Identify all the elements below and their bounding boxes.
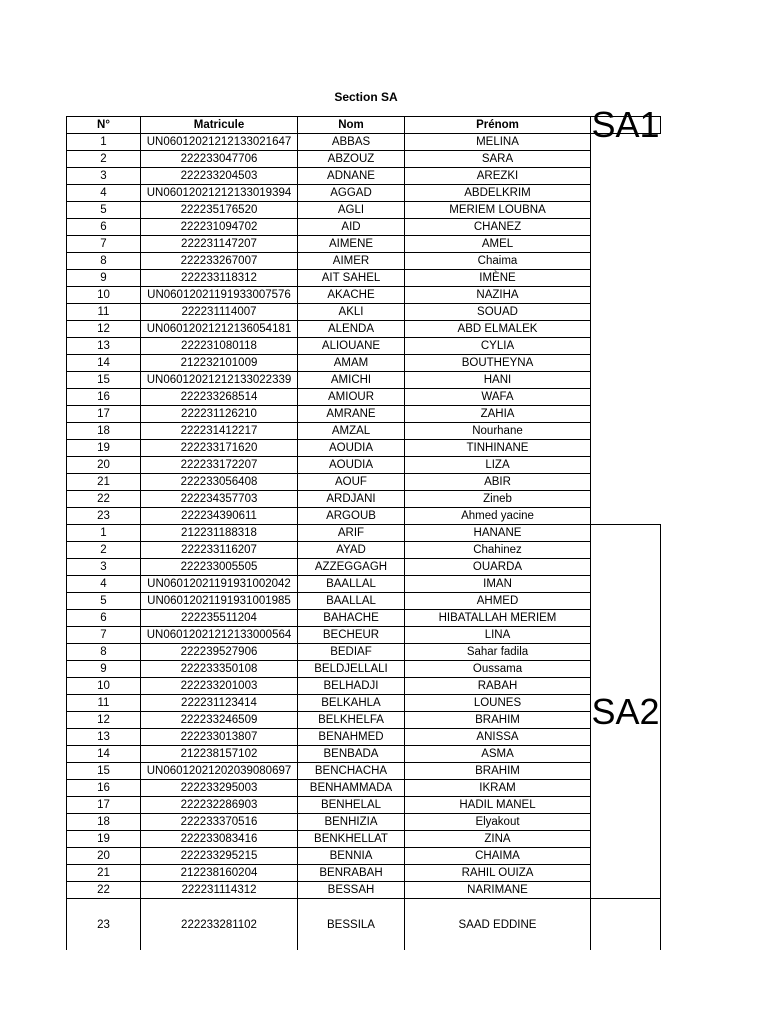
cell-prenom: MERIEM LOUBNA	[405, 202, 591, 219]
table-row	[67, 712, 661, 729]
cell-matricule: 222234357703	[141, 491, 298, 508]
cell-nom: ABBAS	[298, 134, 405, 151]
cell-prenom: HANI	[405, 372, 591, 389]
cell-prenom: WAFA	[405, 389, 591, 406]
header-matricule: Matricule	[141, 117, 298, 134]
table-row	[67, 644, 661, 661]
cell-prenom: NAZIHA	[405, 287, 591, 304]
cell-no: 17	[67, 797, 141, 814]
cell-matricule: 222231126210	[141, 406, 298, 423]
cell-no: 8	[67, 644, 141, 661]
cell-nom: BENAHMED	[298, 729, 405, 746]
cell-nom: AMZAL	[298, 423, 405, 440]
cell-matricule: 222233370516	[141, 814, 298, 831]
cell-nom: AZZEGGAGH	[298, 559, 405, 576]
cell-matricule: 222233246509	[141, 712, 298, 729]
cell-prenom: Chaima	[405, 253, 591, 270]
cell-nom: BENKHELLAT	[298, 831, 405, 848]
cell-no: 12	[67, 321, 141, 338]
header-nom: Nom	[298, 117, 405, 134]
cell-no: 20	[67, 457, 141, 474]
table-row	[67, 355, 661, 372]
table-row	[67, 525, 661, 542]
cell-prenom: AMEL	[405, 236, 591, 253]
cell-prenom: CHAIMA	[405, 848, 591, 865]
cell-nom: AIT SAHEL	[298, 270, 405, 287]
cell-matricule: 222234390611	[141, 508, 298, 525]
cell-no: 12	[67, 712, 141, 729]
cell-matricule: UN06012021212133021647	[141, 134, 298, 151]
cell-prenom: RABAH	[405, 678, 591, 695]
table-row	[67, 780, 661, 797]
cell-no: 23	[67, 899, 141, 951]
table-row	[67, 542, 661, 559]
cell-no: 21	[67, 474, 141, 491]
cell-matricule: UN06012021191931002042	[141, 576, 298, 593]
cell-nom: BELKAHLA	[298, 695, 405, 712]
cell-matricule: 222233171620	[141, 440, 298, 457]
cell-prenom: BOUTHEYNA	[405, 355, 591, 372]
cell-no: 15	[67, 763, 141, 780]
table-row	[67, 338, 661, 355]
header-no: N°	[67, 117, 141, 134]
cell-prenom: ASMA	[405, 746, 591, 763]
cell-matricule: 212238160204	[141, 865, 298, 882]
cell-matricule: 222232286903	[141, 797, 298, 814]
group-label-empty	[591, 899, 661, 951]
cell-matricule: 212238157102	[141, 746, 298, 763]
cell-matricule: 222233201003	[141, 678, 298, 695]
table-row	[67, 576, 661, 593]
cell-no: 21	[67, 865, 141, 882]
cell-nom: BENHAMMADA	[298, 780, 405, 797]
cell-matricule: 222231114007	[141, 304, 298, 321]
cell-prenom: ZAHIA	[405, 406, 591, 423]
cell-matricule: 222233350108	[141, 661, 298, 678]
cell-nom: ARIF	[298, 525, 405, 542]
cell-nom: BEDIAF	[298, 644, 405, 661]
cell-matricule: 222231147207	[141, 236, 298, 253]
cell-nom: AID	[298, 219, 405, 236]
cell-matricule: 222233281102	[141, 899, 298, 951]
cell-prenom: RAHIL OUIZA	[405, 865, 591, 882]
cell-nom: ALIOUANE	[298, 338, 405, 355]
cell-matricule: 212232101009	[141, 355, 298, 372]
cell-prenom: Ahmed yacine	[405, 508, 591, 525]
cell-prenom: SAAD EDDINE	[405, 899, 591, 951]
table-row	[67, 746, 661, 763]
table-row	[67, 202, 661, 219]
cell-prenom: HADIL MANEL	[405, 797, 591, 814]
cell-prenom: BRAHIM	[405, 712, 591, 729]
table-row	[67, 474, 661, 491]
cell-prenom: HANANE	[405, 525, 591, 542]
cell-matricule: 222233172207	[141, 457, 298, 474]
cell-nom: BENCHACHA	[298, 763, 405, 780]
table-row	[67, 797, 661, 814]
cell-matricule: 222233295215	[141, 848, 298, 865]
cell-no: 20	[67, 848, 141, 865]
cell-no: 4	[67, 185, 141, 202]
cell-nom: ABZOUZ	[298, 151, 405, 168]
cell-matricule: 222231114312	[141, 882, 298, 899]
cell-prenom: CYLIA	[405, 338, 591, 355]
cell-prenom: AREZKI	[405, 168, 591, 185]
table-row	[67, 389, 661, 406]
cell-nom: BENRABAH	[298, 865, 405, 882]
table-row	[67, 831, 661, 848]
cell-prenom: BRAHIM	[405, 763, 591, 780]
cell-matricule: UN06012021191931001985	[141, 593, 298, 610]
cell-prenom: NARIMANE	[405, 882, 591, 899]
cell-matricule: 222233005505	[141, 559, 298, 576]
student-table	[66, 104, 661, 950]
cell-nom: BENHELAL	[298, 797, 405, 814]
cell-nom: BAALLAL	[298, 576, 405, 593]
cell-nom: AMICHI	[298, 372, 405, 389]
cell-no: 5	[67, 593, 141, 610]
table-row	[67, 627, 661, 644]
cell-matricule: 222231080118	[141, 338, 298, 355]
table-row	[67, 219, 661, 236]
cell-nom: ARDJANI	[298, 491, 405, 508]
cell-no: 4	[67, 576, 141, 593]
cell-prenom: Elyakout	[405, 814, 591, 831]
cell-no: 19	[67, 440, 141, 457]
cell-matricule: 222233204503	[141, 168, 298, 185]
table-row	[67, 406, 661, 423]
table-row	[67, 814, 661, 831]
cell-matricule: 222233083416	[141, 831, 298, 848]
cell-matricule: 222233268514	[141, 389, 298, 406]
table-row	[67, 508, 661, 525]
cell-matricule: UN06012021212133019394	[141, 185, 298, 202]
cell-no: 18	[67, 814, 141, 831]
cell-nom: AKACHE	[298, 287, 405, 304]
table-row	[67, 457, 661, 474]
table-header-row	[67, 117, 661, 134]
cell-matricule: 222233295003	[141, 780, 298, 797]
cell-nom: BESSAH	[298, 882, 405, 899]
cell-no: 3	[67, 168, 141, 185]
cell-no: 6	[67, 610, 141, 627]
cell-prenom: IKRAM	[405, 780, 591, 797]
cell-no: 1	[67, 134, 141, 151]
table-row	[67, 865, 661, 882]
cell-no: 22	[67, 491, 141, 508]
cell-no: 13	[67, 338, 141, 355]
cell-prenom: LOUNES	[405, 695, 591, 712]
table-row	[67, 185, 661, 202]
cell-prenom: Chahinez	[405, 542, 591, 559]
cell-no: 8	[67, 253, 141, 270]
cell-prenom: IMAN	[405, 576, 591, 593]
group-label-sa1: SA1	[591, 104, 660, 145]
cell-nom: AMIOUR	[298, 389, 405, 406]
table-row	[67, 151, 661, 168]
table-row	[67, 593, 661, 610]
cell-prenom: Oussama	[405, 661, 591, 678]
cell-nom: AGLI	[298, 202, 405, 219]
cell-nom: AMRANE	[298, 406, 405, 423]
cell-no: 2	[67, 151, 141, 168]
table-row	[67, 270, 661, 287]
table-row	[67, 423, 661, 440]
table-row	[67, 440, 661, 457]
table-row	[67, 491, 661, 508]
cell-no: 9	[67, 661, 141, 678]
cell-matricule: 222233267007	[141, 253, 298, 270]
table-row	[67, 882, 661, 899]
cell-prenom: LIZA	[405, 457, 591, 474]
cell-matricule: 222231094702	[141, 219, 298, 236]
table-row	[67, 321, 661, 338]
cell-matricule: 222239527906	[141, 644, 298, 661]
table-row	[67, 372, 661, 389]
cell-no: 16	[67, 389, 141, 406]
cell-nom: AKLI	[298, 304, 405, 321]
cell-no: 16	[67, 780, 141, 797]
cell-matricule: 222233118312	[141, 270, 298, 287]
cell-matricule: 222231123414	[141, 695, 298, 712]
table-row	[67, 253, 661, 270]
cell-no: 23	[67, 508, 141, 525]
cell-nom: BELKHELFA	[298, 712, 405, 729]
table-row	[67, 729, 661, 746]
cell-matricule: UN06012021202039080697	[141, 763, 298, 780]
cell-nom: ADNANE	[298, 168, 405, 185]
cell-nom: AOUDIA	[298, 440, 405, 457]
cell-no: 6	[67, 219, 141, 236]
cell-matricule: 222233116207	[141, 542, 298, 559]
cell-nom: AIMER	[298, 253, 405, 270]
cell-matricule: 222231412217	[141, 423, 298, 440]
cell-nom: ARGOUB	[298, 508, 405, 525]
table-row	[67, 168, 661, 185]
cell-prenom: ANISSA	[405, 729, 591, 746]
cell-matricule: UN06012021212136054181	[141, 321, 298, 338]
cell-nom: ALENDA	[298, 321, 405, 338]
cell-no: 13	[67, 729, 141, 746]
cell-matricule: 222233047706	[141, 151, 298, 168]
cell-prenom: Nourhane	[405, 423, 591, 440]
table-row	[67, 848, 661, 865]
cell-matricule: 222233056408	[141, 474, 298, 491]
cell-no: 22	[67, 882, 141, 899]
cell-no: 17	[67, 406, 141, 423]
cell-no: 10	[67, 678, 141, 695]
cell-no: 1	[67, 525, 141, 542]
cell-prenom: SOUAD	[405, 304, 591, 321]
cell-no: 5	[67, 202, 141, 219]
cell-prenom: ABD ELMALEK	[405, 321, 591, 338]
table-row	[67, 610, 661, 627]
cell-nom: BAHACHE	[298, 610, 405, 627]
cell-matricule: 222233013807	[141, 729, 298, 746]
cell-no: 11	[67, 304, 141, 321]
table-row	[67, 695, 661, 712]
cell-nom: AIMENE	[298, 236, 405, 253]
table-row	[67, 899, 661, 951]
cell-matricule: UN06012021212133000564	[141, 627, 298, 644]
cell-no: 7	[67, 236, 141, 253]
cell-prenom: ZINA	[405, 831, 591, 848]
cell-nom: BELDJELLALI	[298, 661, 405, 678]
table-row	[67, 678, 661, 695]
cell-nom: BENHIZIA	[298, 814, 405, 831]
cell-nom: AOUF	[298, 474, 405, 491]
cell-nom: BAALLAL	[298, 593, 405, 610]
cell-nom: AYAD	[298, 542, 405, 559]
cell-no: 3	[67, 559, 141, 576]
cell-nom: BENNIA	[298, 848, 405, 865]
cell-no: 7	[67, 627, 141, 644]
cell-no: 9	[67, 270, 141, 287]
table-row	[67, 134, 661, 151]
cell-prenom: SARA	[405, 151, 591, 168]
cell-nom: AMAM	[298, 355, 405, 372]
table-row	[67, 287, 661, 304]
cell-no: 14	[67, 746, 141, 763]
cell-no: 11	[67, 695, 141, 712]
cell-prenom: HIBATALLAH MERIEM	[405, 610, 591, 627]
cell-no: 14	[67, 355, 141, 372]
cell-no: 19	[67, 831, 141, 848]
table-row	[67, 304, 661, 321]
cell-no: 15	[67, 372, 141, 389]
cell-no: 2	[67, 542, 141, 559]
cell-prenom: AHMED	[405, 593, 591, 610]
cell-prenom: Zineb	[405, 491, 591, 508]
cell-matricule: UN06012021212133022339	[141, 372, 298, 389]
cell-matricule: 212231188318	[141, 525, 298, 542]
cell-nom: BELHADJI	[298, 678, 405, 695]
cell-matricule: 222235511204	[141, 610, 298, 627]
cell-prenom: LINA	[405, 627, 591, 644]
cell-nom: AGGAD	[298, 185, 405, 202]
cell-prenom: ABIR	[405, 474, 591, 491]
cell-nom: BESSILA	[298, 899, 405, 951]
header-prenom: Prénom	[405, 117, 591, 134]
cell-no: 10	[67, 287, 141, 304]
cell-nom: BECHEUR	[298, 627, 405, 644]
cell-prenom: Sahar fadila	[405, 644, 591, 661]
table-row	[67, 236, 661, 253]
cell-prenom: ABDELKRIM	[405, 185, 591, 202]
cell-prenom: OUARDA	[405, 559, 591, 576]
cell-matricule: UN06012021191933007576	[141, 287, 298, 304]
cell-nom: BENBADA	[298, 746, 405, 763]
table-row	[67, 559, 661, 576]
cell-prenom: CHANEZ	[405, 219, 591, 236]
cell-prenom: MELINA	[405, 134, 591, 151]
cell-no: 18	[67, 423, 141, 440]
table-row	[67, 763, 661, 780]
table-row	[67, 661, 661, 678]
section-title: Section SA	[334, 90, 398, 104]
cell-matricule: 222235176520	[141, 202, 298, 219]
cell-prenom: TINHINANE	[405, 440, 591, 457]
group-label-sa2: SA2	[591, 525, 661, 899]
cell-prenom: IMÈNE	[405, 270, 591, 287]
cell-nom: AOUDIA	[298, 457, 405, 474]
